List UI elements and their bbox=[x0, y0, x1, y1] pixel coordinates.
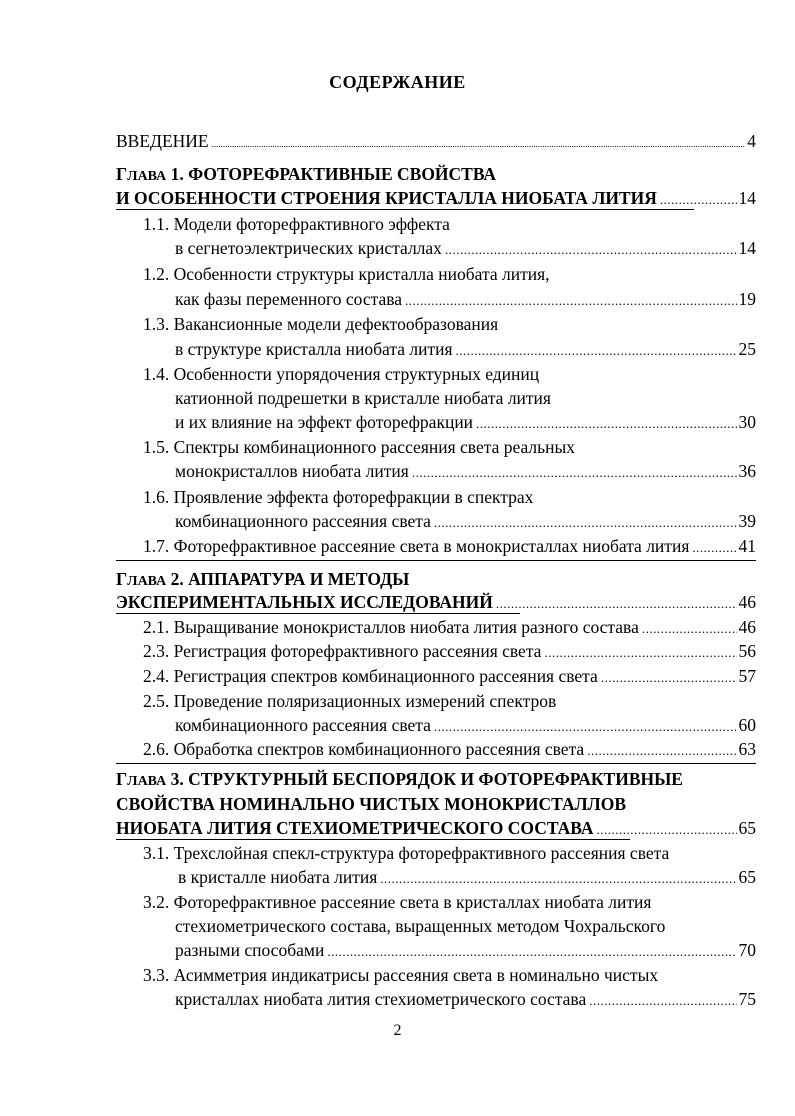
toc-entry-text: ВВЕДЕНИЕ bbox=[116, 131, 209, 151]
toc-entry-text: 1.1. Модели фоторефрактивного эффекта bbox=[143, 214, 450, 234]
toc-entry-introduction[interactable] bbox=[116, 130, 756, 152]
dot-leader bbox=[597, 819, 737, 841]
toc-section-1-1-cont[interactable] bbox=[175, 237, 756, 259]
toc-section-1-4-cont[interactable] bbox=[175, 387, 551, 409]
toc-entry-text: 2.4. Регистрация спектров комбинационного рассеяния света bbox=[143, 666, 598, 686]
toc-entry-text: 1.2. Особенности структуры кристалла ниобата лития, bbox=[143, 264, 550, 284]
toc-entry-text: ГЛАВА 2. АППАРАТУРА И МЕТОДЫ bbox=[116, 569, 410, 589]
toc-entry-text: кристаллах ниобата лития стехиометрического состава bbox=[175, 989, 587, 1009]
toc-section-1-3[interactable] bbox=[143, 313, 498, 335]
toc-page-number: 57 bbox=[738, 666, 756, 686]
toc-entry-text: в сегнетоэлектрических кристаллах bbox=[175, 238, 442, 258]
toc-entry-text: 1.7. Фоторефрактивное рассеяние света в монокристаллах ниобата лития bbox=[143, 536, 690, 556]
toc-entry-text: в кристалле ниобата лития bbox=[178, 867, 378, 887]
dot-leader bbox=[544, 642, 736, 664]
toc-page-number: 63 bbox=[738, 739, 756, 759]
chapter-divider bbox=[116, 763, 756, 764]
dot-leader bbox=[434, 716, 737, 738]
dot-leader bbox=[476, 413, 736, 435]
dot-leader bbox=[601, 667, 737, 689]
toc-entry-text: и их влияние на эффект фоторефракции bbox=[175, 412, 474, 432]
toc-page-number: 14 bbox=[738, 238, 756, 258]
toc-page-number: 30 bbox=[738, 412, 756, 432]
toc-section-1-2[interactable] bbox=[143, 263, 550, 285]
toc-section-2-6[interactable] bbox=[143, 738, 756, 760]
toc-section-3-1[interactable] bbox=[143, 842, 669, 864]
toc-page-number: 14 bbox=[738, 188, 756, 208]
toc-entry-text: комбинационного рассеяния света bbox=[175, 511, 431, 531]
toc-section-3-3-cont[interactable] bbox=[175, 988, 756, 1010]
dot-leader bbox=[327, 941, 736, 963]
toc-entry-text: 2.3. Регистрация фоторефрактивного рассеяния света bbox=[143, 641, 542, 661]
toc-section-2-3[interactable] bbox=[143, 640, 756, 662]
page-number-footer: 2 bbox=[393, 1022, 402, 1039]
toc-section-1-6-cont[interactable] bbox=[175, 510, 756, 532]
toc-page-number: 56 bbox=[738, 641, 756, 661]
toc-entry-text: катионной подрешетки в кристалле ниобата лития bbox=[175, 388, 551, 408]
toc-entry-text: СВОЙСТВА НОМИНАЛЬНО ЧИСТЫХ МОНОКРИСТАЛЛОВ bbox=[116, 794, 626, 814]
toc-section-1-7[interactable] bbox=[143, 535, 756, 557]
dot-leader bbox=[380, 868, 736, 890]
dot-leader bbox=[456, 340, 737, 362]
toc-entry-text: 1.5. Спектры комбинационного рассеяния света реальных bbox=[143, 437, 575, 457]
toc-page-number: 60 bbox=[738, 715, 756, 735]
toc-page-number: 19 bbox=[738, 289, 756, 309]
toc-entry-text: 1.4. Особенности упорядочения структурных единиц bbox=[143, 364, 540, 384]
toc-section-1-2-cont[interactable] bbox=[175, 288, 756, 310]
page-title: СОДЕРЖАНИЕ bbox=[329, 72, 466, 92]
toc-page-number: 39 bbox=[738, 511, 756, 531]
chapter-underline bbox=[116, 613, 520, 614]
toc-entry-text: НИОБАТА ЛИТИЯ СТЕХИОМЕТРИЧЕСКОГО СОСТАВА bbox=[116, 818, 594, 838]
toc-section-1-4[interactable] bbox=[143, 363, 539, 385]
toc-page-number: 46 bbox=[738, 592, 756, 612]
dot-leader bbox=[660, 189, 737, 211]
toc-section-1-1[interactable] bbox=[143, 213, 450, 235]
chapter-underline bbox=[116, 839, 630, 840]
toc-chapter-1-title[interactable] bbox=[116, 187, 756, 209]
toc-chapter-3-title-line-2[interactable] bbox=[116, 793, 626, 815]
toc-entry-text: разными способами bbox=[175, 940, 325, 960]
dot-leader bbox=[589, 990, 736, 1012]
toc-entry-text: 3.3. Асимметрия индикатрисы рассеяния света в номинально чистых bbox=[143, 965, 659, 985]
toc-chapter-3-title-line-3[interactable] bbox=[116, 817, 756, 839]
toc-section-3-2-cont2[interactable] bbox=[175, 939, 756, 961]
toc-page-number: 36 bbox=[738, 461, 756, 481]
toc-section-3-1-cont[interactable] bbox=[178, 866, 756, 888]
dot-leader bbox=[212, 133, 746, 155]
toc-entry-text: ГЛАВА 3. СТРУКТУРНЫЙ БЕСПОРЯДОК И ФОТОРЕФРАКТИВНЫЕ bbox=[116, 769, 683, 789]
toc-entry-text: И ОСОБЕННОСТИ СТРОЕНИЯ КРИСТАЛЛА НИОБАТА ЛИТИЯ bbox=[116, 188, 657, 208]
dot-leader bbox=[434, 512, 737, 534]
toc-chapter-1-heading[interactable] bbox=[116, 163, 496, 185]
toc-page-number: 75 bbox=[738, 989, 756, 1009]
toc-section-1-3-cont[interactable] bbox=[175, 338, 756, 360]
toc-section-2-1[interactable] bbox=[143, 616, 756, 638]
toc-chapter-2-title[interactable] bbox=[116, 591, 756, 613]
toc-section-1-5-cont[interactable] bbox=[175, 460, 756, 482]
toc-entry-text: ГЛАВА 1. ФОТОРЕФРАКТИВНЫЕ СВОЙСТВА bbox=[116, 164, 497, 184]
dot-leader bbox=[412, 462, 737, 484]
toc-section-2-4[interactable] bbox=[143, 665, 756, 687]
toc-section-2-5-cont[interactable] bbox=[175, 714, 756, 736]
toc-section-3-3[interactable] bbox=[143, 964, 658, 986]
toc-page-number: 65 bbox=[738, 818, 756, 838]
toc-page-number: 4 bbox=[747, 131, 756, 151]
toc-entry-text: 2.1. Выращивание монокристаллов ниобата лития разного состава bbox=[143, 617, 639, 637]
toc-chapter-2-heading[interactable] bbox=[116, 568, 409, 590]
toc-entry-text: 2.6. Обработка спектров комбинационного рассеяния света bbox=[143, 739, 585, 759]
dot-leader bbox=[642, 618, 737, 640]
toc-page-number: 25 bbox=[738, 339, 756, 359]
dot-leader bbox=[445, 239, 737, 261]
toc-page-number: 41 bbox=[738, 536, 756, 556]
toc-page-number: 46 bbox=[738, 617, 756, 637]
toc-chapter-3-heading[interactable] bbox=[116, 768, 683, 790]
toc-section-1-4-cont2[interactable] bbox=[175, 411, 756, 433]
toc-entry-text: ЭКСПЕРИМЕНТАЛЬНЫХ ИССЛЕДОВАНИЙ bbox=[116, 592, 493, 612]
toc-section-3-2-cont[interactable] bbox=[175, 915, 665, 937]
dot-leader bbox=[587, 740, 736, 762]
chapter-divider bbox=[116, 560, 756, 561]
toc-section-2-5[interactable] bbox=[143, 690, 556, 712]
toc-entry-text: 3.2. Фоторефрактивное рассеяние света в кристаллах ниобата лития bbox=[143, 892, 652, 912]
toc-section-1-5[interactable] bbox=[143, 436, 575, 458]
toc-section-1-6[interactable] bbox=[143, 486, 533, 508]
dot-leader bbox=[405, 290, 736, 312]
toc-entry-text: 3.1. Трехслойная спекл-структура фоторефрактивного рассеяния света bbox=[143, 843, 670, 863]
toc-entry-text: комбинационного рассеяния света bbox=[175, 715, 431, 735]
toc-entry-text: в структуре кристалла ниобата лития bbox=[175, 339, 453, 359]
toc-entry-text: 2.5. Проведение поляризационных измерений спектров bbox=[143, 691, 557, 711]
toc-entry-text: как фазы переменного состава bbox=[175, 289, 403, 309]
chapter-underline bbox=[116, 209, 694, 210]
toc-entry-text: монокристаллов ниобата лития bbox=[175, 461, 409, 481]
toc-page-number: 65 bbox=[738, 867, 756, 887]
dot-leader bbox=[692, 537, 736, 559]
toc-entry-text: 1.6. Проявление эффекта фоторефракции в спектрах bbox=[143, 487, 534, 507]
toc-section-3-2[interactable] bbox=[143, 891, 651, 913]
toc-entry-text: 1.3. Вакансионные модели дефектообразования bbox=[143, 314, 499, 334]
dot-leader bbox=[496, 593, 737, 615]
toc-entry-text: стехиометрического состава, выращенных методом Чохральского bbox=[175, 916, 666, 936]
toc-page-number: 70 bbox=[738, 940, 756, 960]
